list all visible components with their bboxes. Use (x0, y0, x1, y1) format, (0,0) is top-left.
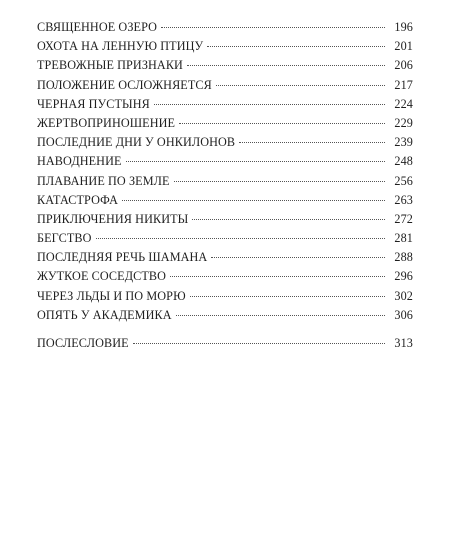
toc-entry-page: 281 (394, 231, 413, 246)
toc-entry-page: 206 (394, 58, 413, 73)
toc-entry (37, 212, 413, 231)
toc-entry (37, 135, 413, 154)
toc-entry-title: НАВОДНЕНИЕ (37, 154, 122, 169)
toc-entry-title: ЧЕРНАЯ ПУСТЫНЯ (37, 96, 150, 111)
toc-dot-leader (187, 65, 385, 66)
toc-entry-title: СВЯЩЕННОЕ ОЗЕРО (37, 20, 157, 34)
toc-entry (37, 308, 413, 327)
toc-entry (37, 193, 413, 212)
toc-entry-page: 248 (394, 154, 413, 169)
toc-entry (37, 116, 413, 135)
toc-entry (37, 39, 413, 58)
toc-entry-title: ПОСЛЕДНЯЯ РЕЧЬ ШАМАНА (37, 250, 208, 265)
toc-dot-leader (207, 46, 385, 47)
toc-dot-leader (126, 161, 385, 162)
toc-entry-title: ПЛАВАНИЕ ПО ЗЕМЛЕ (37, 173, 170, 188)
toc-entry (37, 78, 413, 97)
toc-entry-page: 201 (394, 39, 413, 54)
toc-entry-page: 288 (394, 250, 413, 265)
toc-entry-page: 239 (394, 135, 413, 150)
table-of-contents (37, 20, 413, 355)
toc-entry (37, 20, 413, 39)
toc-entry-page: 272 (394, 211, 413, 226)
toc-dot-leader (174, 181, 385, 182)
toc-entry-title: ОПЯТЬ У АКАДЕМИКА (37, 307, 172, 322)
toc-entry-title: ПРИКЛЮЧЕНИЯ НИКИТЫ (37, 211, 189, 226)
toc-entry-title: ЖЕРТВОПРИНОШЕНИЕ (37, 115, 176, 130)
toc-dot-leader (179, 123, 385, 124)
toc-entry (37, 58, 413, 77)
toc-entry-afterword (37, 336, 413, 355)
toc-dot-leader (216, 85, 385, 86)
toc-entry-page: 229 (394, 115, 413, 130)
toc-entry-page: 256 (394, 173, 413, 188)
toc-entry (37, 174, 413, 193)
toc-dot-leader (133, 343, 385, 344)
toc-dot-leader (176, 315, 385, 316)
toc-entry (37, 289, 413, 308)
toc-entry (37, 97, 413, 116)
toc-entry-title: ПОСЛЕДНИЕ ДНИ У ОНКИЛОНОВ (37, 135, 236, 150)
toc-dot-leader (170, 276, 385, 277)
toc-dot-leader (211, 257, 385, 258)
toc-entry-page: 296 (394, 269, 413, 284)
toc-entry-page: 302 (394, 288, 413, 303)
toc-entry-title: ПОЛОЖЕНИЕ ОСЛОЖНЯЕТСЯ (37, 77, 212, 92)
toc-entry-title: ПОСЛЕСЛОВИЕ (37, 336, 129, 350)
toc-entry-page: 263 (394, 192, 413, 207)
toc-entry-page: 217 (394, 77, 413, 92)
toc-entry (37, 250, 413, 269)
toc-entry-title: ЧЕРЕЗ ЛЬДЫ И ПО МОРЮ (37, 288, 186, 303)
toc-entry-page: 306 (394, 307, 413, 322)
toc-entry-title: БЕГСТВО (37, 231, 92, 246)
toc-entry-title: ОХОТА НА ЛЕННУЮ ПТИЦУ (37, 39, 204, 54)
toc-entry-page: 224 (394, 96, 413, 111)
toc-entry-page: 313 (394, 336, 413, 350)
toc-entry-title: ЖУТКОЕ СОСЕДСТВО (37, 269, 167, 284)
toc-entry-page: 196 (394, 20, 413, 34)
toc-entry (37, 154, 413, 173)
toc-dot-leader (190, 296, 385, 297)
toc-dot-leader (154, 104, 385, 105)
toc-entry-title: КАТАСТРОФА (37, 192, 119, 207)
toc-dot-leader (122, 200, 385, 201)
toc-dot-leader (192, 219, 385, 220)
toc-entry (37, 231, 413, 250)
toc-dot-leader (96, 238, 385, 239)
toc-dot-leader (239, 142, 385, 143)
toc-dot-leader (161, 27, 385, 28)
toc-entry (37, 269, 413, 288)
toc-entry-title: ТРЕВОЖНЫЕ ПРИЗНАКИ (37, 58, 183, 73)
